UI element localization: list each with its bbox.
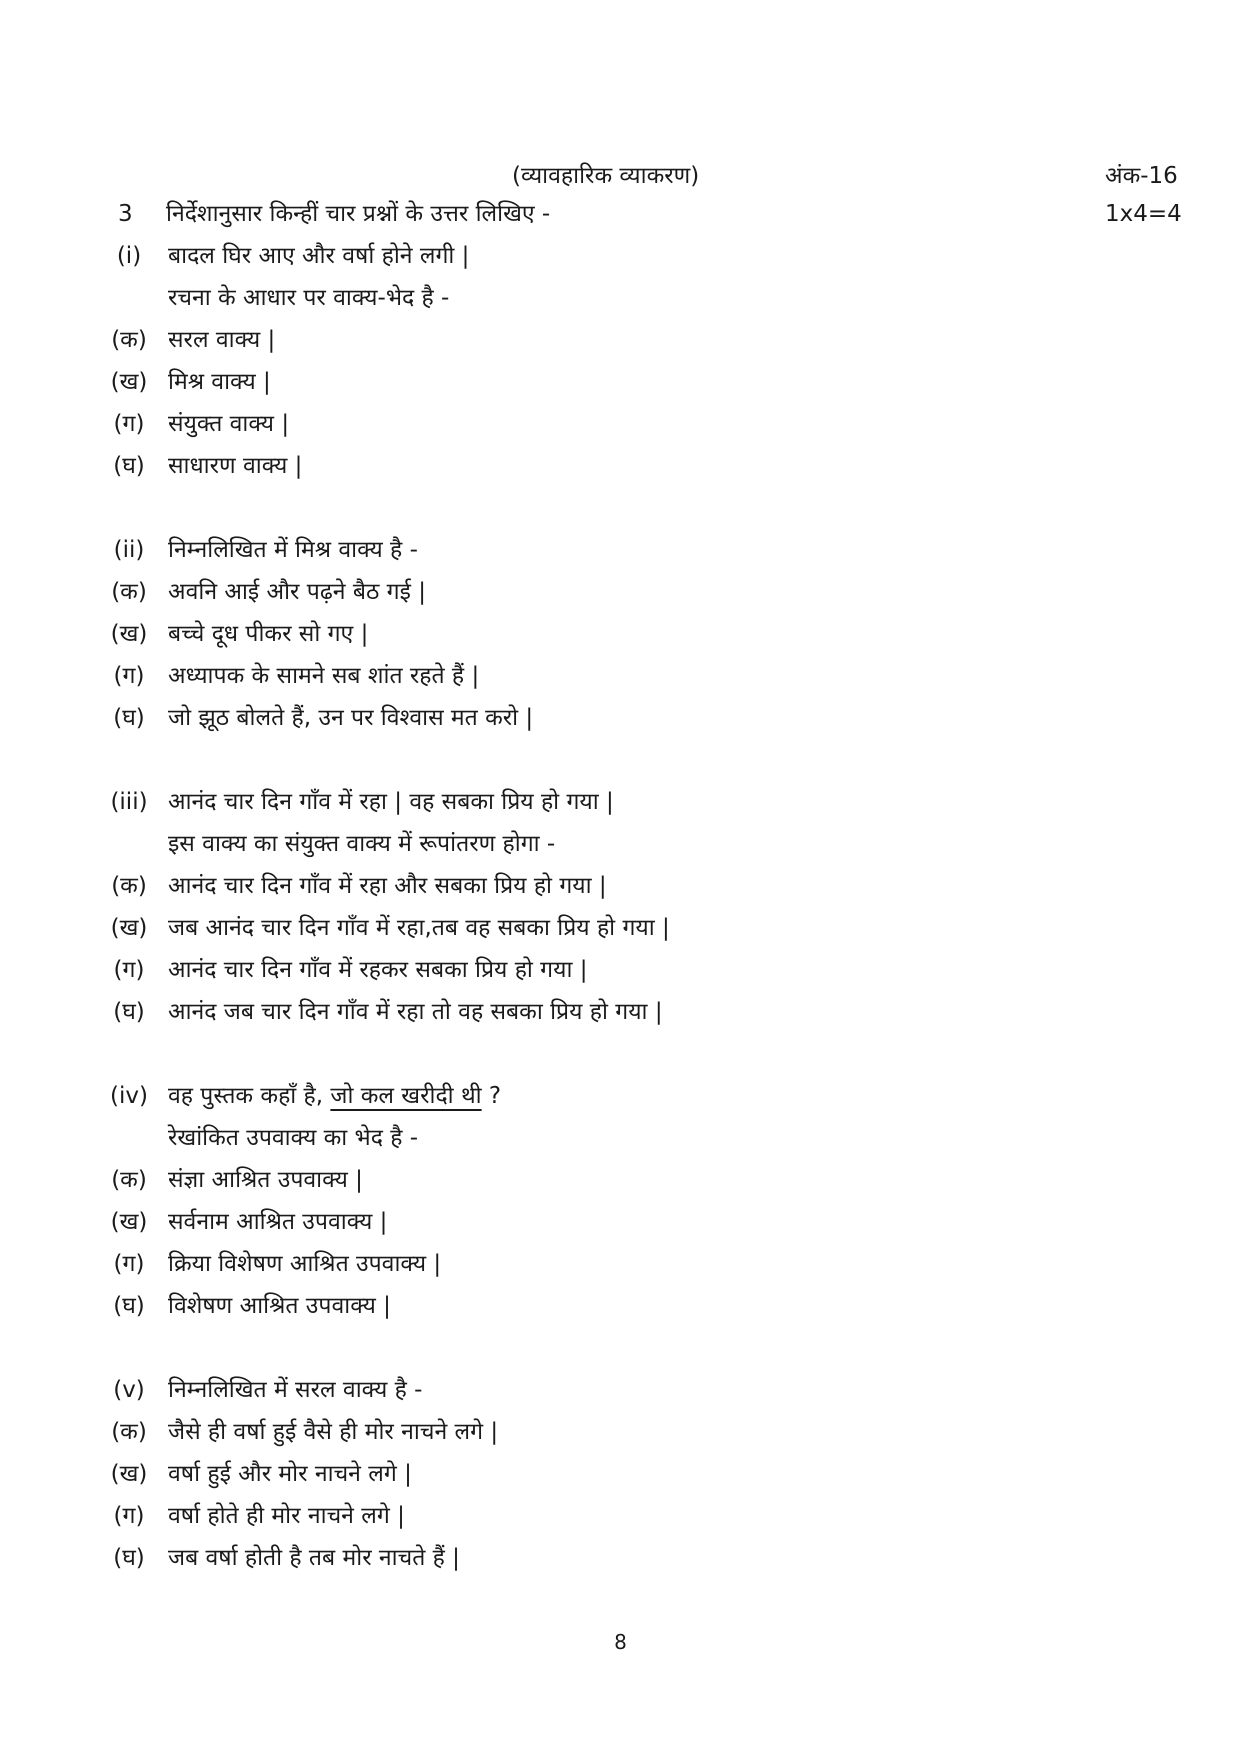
sub-question-text: निम्नलिखित में मिश्र वाक्य है -: [168, 537, 418, 563]
sub-question-text: [168, 1075, 501, 1117]
option-label: (ख): [110, 1209, 148, 1235]
sub-question-text: रेखांकित उपवाक्य का भेद है -: [168, 1125, 419, 1151]
option-label: (ख): [110, 915, 148, 941]
option-label: (ग): [113, 957, 145, 983]
option-label: (ग): [113, 411, 145, 437]
option-text: आनंद चार दिन गाँव में रहकर सबका प्रिय हो गया |: [168, 957, 588, 983]
option-label: (घ): [113, 999, 145, 1025]
option-row: [0, 613, 1241, 655]
option-row: [0, 445, 1241, 487]
option-text: संज्ञा आश्रित उपवाक्य |: [168, 1167, 363, 1193]
option-label: (घ): [113, 453, 145, 479]
sub-question-label: (i): [116, 243, 142, 269]
sub-question-label: (iii): [110, 789, 148, 815]
question-mark: ?: [488, 1083, 502, 1109]
option-label: (क): [111, 579, 147, 605]
option-label: (घ): [113, 705, 145, 731]
option-text: अवनि आई और पढ़ने बैठ गई |: [168, 579, 426, 605]
sub-question-text: बादल घिर आए और वर्षा होने लगी |: [168, 243, 470, 269]
option-row: [0, 949, 1241, 991]
option-row: [0, 1159, 1241, 1201]
option-label: (घ): [113, 1293, 145, 1319]
option-row: [0, 319, 1241, 361]
option-text: संयुक्त वाक्य |: [168, 411, 290, 437]
option-label: (ख): [110, 369, 148, 395]
option-text: बच्चे दूध पीकर सो गए |: [168, 621, 369, 647]
question-heading: [0, 193, 1241, 235]
option-text: जब वर्षा होती है तब मोर नाचते हैं |: [168, 1545, 460, 1571]
option-text: जो झूठ बोलते हैं, उन पर विश्वास मत करो |: [168, 705, 534, 731]
option-row: [0, 1201, 1241, 1243]
option-text: मिश्र वाक्य |: [168, 369, 271, 395]
sub-question-1-prompt: [0, 277, 1241, 319]
sub-question-text: निम्नलिखित में सरल वाक्य है -: [168, 1377, 423, 1403]
option-row: [0, 697, 1241, 739]
option-row: [0, 1537, 1241, 1579]
option-text: क्रिया विशेषण आश्रित उपवाक्य |: [168, 1251, 442, 1277]
option-row: [0, 1243, 1241, 1285]
option-row: [0, 361, 1241, 403]
option-label: (ग): [113, 663, 145, 689]
question-instruction: निर्देशानुसार किन्हीं चार प्रश्नों के उत्तर लिखिए -: [166, 201, 551, 227]
option-label: (ग): [113, 1251, 145, 1277]
option-text: साधारण वाक्य |: [168, 453, 303, 479]
section-header: [0, 158, 1241, 198]
option-row: [0, 865, 1241, 907]
option-label: (ख): [110, 621, 148, 647]
option-text: वर्षा हुई और मोर नाचने लगे |: [168, 1461, 412, 1487]
page-number: 8: [614, 1630, 627, 1654]
option-text: जैसे ही वर्षा हुई वैसे ही मोर नाचने लगे |: [168, 1419, 499, 1445]
sub-question-1: [0, 235, 1241, 277]
question-marks: 1x4=4: [1105, 201, 1182, 227]
option-text: वर्षा होते ही मोर नाचने लगे |: [168, 1503, 405, 1529]
option-label: (क): [111, 873, 147, 899]
option-row: [0, 403, 1241, 445]
underlined-clause: जो कल खरीदी थी: [330, 1083, 482, 1109]
option-text: सरल वाक्य |: [168, 327, 276, 353]
option-text: जब आनंद चार दिन गाँव में रहा,तब वह सबका प्रिय हो गया |: [168, 915, 670, 941]
sub-question-4: [0, 1075, 1241, 1117]
total-marks: अंक-16: [1105, 163, 1178, 189]
option-row: [0, 1411, 1241, 1453]
option-text: आनंद चार दिन गाँव में रहा और सबका प्रिय हो गया |: [168, 873, 607, 899]
option-text: विशेषण आश्रित उपवाक्य |: [168, 1293, 391, 1319]
sub-question-text: इस वाक्य का संयुक्त वाक्य में रूपांतरण होगा -: [168, 831, 556, 857]
sub-question-3: [0, 781, 1241, 823]
option-text: सर्वनाम आश्रित उपवाक्य |: [168, 1209, 388, 1235]
sub-question-label: (iv): [110, 1083, 148, 1109]
sentence-main-part: वह पुस्तक कहाँ है,: [168, 1083, 324, 1109]
sub-question-label: (ii): [113, 537, 145, 563]
option-row: [0, 655, 1241, 697]
option-row: [0, 1495, 1241, 1537]
option-label: (घ): [113, 1545, 145, 1571]
sub-question-4-prompt: [0, 1117, 1241, 1159]
option-row: [0, 907, 1241, 949]
option-row: [0, 1285, 1241, 1327]
sub-question-label: (v): [113, 1377, 145, 1403]
option-label: (ख): [110, 1461, 148, 1487]
question-number: 3: [118, 201, 133, 227]
sub-question-3-prompt: [0, 823, 1241, 865]
option-row: [0, 1453, 1241, 1495]
option-row: [0, 991, 1241, 1033]
section-title: (व्यावहारिक व्याकरण): [512, 163, 700, 189]
sub-question-5: [0, 1369, 1241, 1411]
option-label: (क): [111, 1167, 147, 1193]
option-row: [0, 571, 1241, 613]
option-text: आनंद जब चार दिन गाँव में रहा तो वह सबका प्रिय हो गया |: [168, 999, 663, 1025]
option-label: (क): [111, 327, 147, 353]
option-label: (ग): [113, 1503, 145, 1529]
option-label: (क): [111, 1419, 147, 1445]
sub-question-text: रचना के आधार पर वाक्य-भेद है -: [168, 285, 450, 311]
option-text: अध्यापक के सामने सब शांत रहते हैं |: [168, 663, 480, 689]
sub-question-2: [0, 529, 1241, 571]
sub-question-text: आनंद चार दिन गाँव में रहा | वह सबका प्रिय हो गया |: [168, 789, 614, 815]
